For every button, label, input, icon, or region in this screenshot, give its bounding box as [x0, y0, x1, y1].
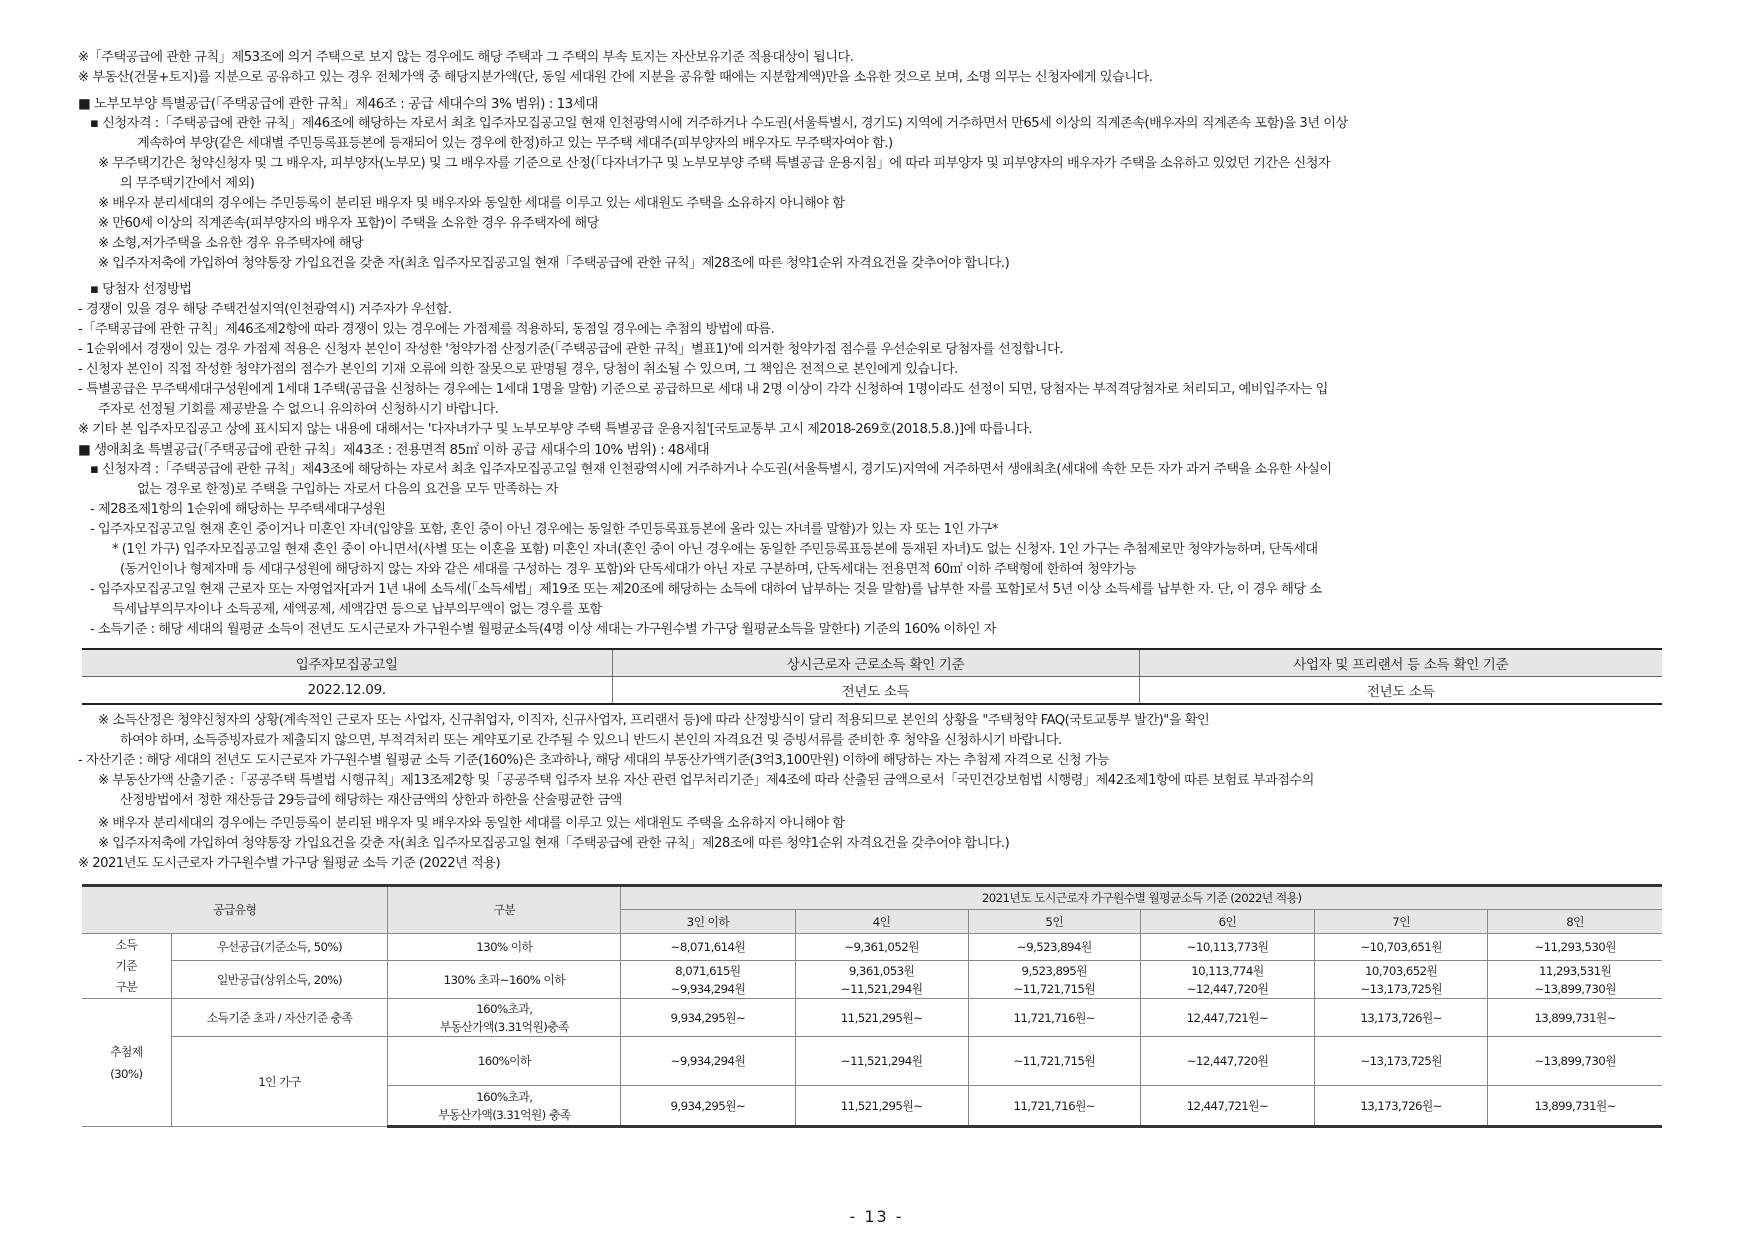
- table-header-cell: 사업자 및 프리랜서 등 소득 확인 기준: [1139, 649, 1662, 677]
- rule-line: 주자로 선정될 기회를 제공받을 수 없으니 유의하여 신청하시기 바랍니다.: [98, 402, 499, 417]
- table-cell: 11,721,716원~: [968, 1086, 1140, 1127]
- table-cell: 11,293,531원 ~13,899,730원: [1488, 961, 1662, 999]
- table-cell: 11,521,295원~: [795, 1086, 968, 1127]
- table-cell: 13,173,726원~: [1315, 999, 1488, 1037]
- requirement-line: - 소득기준 : 해당 세대의 월평균 소득이 전년도 도시근로자 가구원수별 월평균소득(4명 이상 세대는 가구원수별 가구당 월평균소득을 말한다) 기준의 160% 이하인 자: [90, 622, 996, 637]
- table-header-cell: 구분: [388, 886, 621, 934]
- table-cell: ~9,934,294원: [621, 1037, 795, 1086]
- note-line: ※ 입주자저축에 가입하여 청약통장 가입요건을 갖춘 자(최초 입주자모집공고일 현재「주택공급에 관한 규칙」제28조에 따른 청약1순위 자격요건을 갖추어야 합니다.): [98, 256, 1010, 271]
- table-header-cell: 상시근로자 근로소득 확인 기준: [612, 649, 1139, 677]
- table-caption: ※ 2021년도 도시근로자 가구원수별 가구당 월평균 소득 기준 (2022년 적용): [78, 856, 501, 871]
- table-row: [82, 961, 1662, 999]
- table-header-cell: 5인: [968, 910, 1140, 934]
- table-cell: 11,721,716원~: [968, 999, 1140, 1037]
- table-cell: ~8,071,614원: [621, 934, 795, 961]
- table-row: [82, 999, 1662, 1037]
- table-header-row: [82, 649, 1662, 677]
- table-cell: ~10,113,773원: [1140, 934, 1314, 961]
- income-check-table: [82, 648, 1662, 705]
- requirement-line: - 입주자모집공고일 현재 혼인 중이거나 미혼인 자녀(입양을 포함, 혼인 중이 아닌 경우에는 동일한 주민등록표등본에 올라 있는 자녀를 말함)가 있는 자 또는 1인 가구*: [90, 522, 998, 537]
- table-cell: ~11,293,530원: [1488, 934, 1662, 961]
- table-cell: ~11,721,715원: [968, 1037, 1140, 1086]
- note-line: ※ 소형,저가주택을 소유한 경우 유주택자에 해당: [98, 236, 364, 251]
- rule-line: - 1순위에서 경쟁이 있는 경우 가점제 적용은 신청자 본인이 작성한 '청약가점 산정기준(「주택공급에 관한 규칙」별표1)'에 의거한 청약가점 점수를 우선순위로 당첨자를 선정합니다.: [78, 342, 1063, 357]
- note-line: ※ 부동산가액 산출기준 :「공공주택 특별법 시행규칙」제13조제2항 및「공공주택 입주자 보유 자산 관련 업무처리기준」제4조에 따라 산출된 금액으로서「국민건강보험법 시행령」제42조제1항에 따른 보험료 부과점수의: [98, 773, 1314, 788]
- table-cell: ~10,703,651원: [1315, 934, 1488, 961]
- table-header-cell: 6인: [1140, 910, 1314, 934]
- subsection-heading-winner: ▪ 당첨자 선정방법: [90, 282, 192, 297]
- table-cell: 1인 가구: [171, 1037, 388, 1127]
- table-header-cell: 4인: [795, 910, 968, 934]
- note-line: ※ 부동산(건물+토지)를 지분으로 공유하고 있는 경우 전체가액 중 해당지분가액(단, 동일 세대원 간에 지분을 공유할 때에는 지분합계액)만을 소유한 것으로 보며, 소명 의무는 신청자에게 있습니다.: [78, 70, 1153, 85]
- qualification-line: ▪ 신청자격 :「주택공급에 관한 규칙」제43조에 해당하는 자로서 최초 입주자모집공고일 현재 인천광역시에 거주하거나 수도권(서울특별시, 경기도)지역에 거주하면서 생애최초(세대에 속한 모든 자가 과거 주택을 소유한 사실이: [90, 462, 1332, 477]
- table-cell: 130% 이하: [388, 934, 621, 961]
- table-cell: 전년도 소득: [612, 677, 1139, 705]
- section-heading-nobumo: ■ 노부모부양 특별공급(「주택공급에 관한 규칙」제46조 : 공급 세대수의 3% 범위) : 13세대: [78, 96, 598, 112]
- requirement-line: * (1인 가구) 입주자모집공고일 현재 혼인 중이 아니면서(사별 또는 이혼을 포함) 미혼인 자녀(혼인 중이 아닌 경우에는 동일한 주민등록표등본에 등재된 자녀)도 없는 신청자. 1인 가구는 추첨제로만 청약가능하며, 단독세대: [112, 542, 1318, 557]
- qualification-line: 없는 경우로 한정)로 주택을 구입하는 자로서 다음의 요건을 모두 만족하는 자: [137, 482, 558, 497]
- table-cell: ~9,523,894원: [968, 934, 1140, 961]
- rule-line: - 경쟁이 있을 경우 해당 주택건설지역(인천광역시) 거주자가 우선함.: [78, 302, 452, 317]
- table-cell: 9,523,895원 ~11,721,715원: [968, 961, 1140, 999]
- table-header-cell: 7인: [1315, 910, 1488, 934]
- note-line: 하여야 하며, 소득증빙자료가 제출되지 않으면, 부적격처리 또는 계약포기로 간주될 수 있으니 반드시 본인의 자격요건 및 증빙서류를 준비한 후 청약을 신청하시기 바랍니다.: [120, 733, 1062, 748]
- table-header-cell: 입주자모집공고일: [82, 649, 612, 677]
- table-cell: 13,173,726원~: [1315, 1086, 1488, 1127]
- table-cell: 일반공급(상위소득, 20%): [171, 961, 388, 999]
- requirement-line: (동거인이나 형제자매 등 세대구성원에 해당하지 않는 자와 같은 세대를 구성하는 경우 포함)와 단독세대가 아닌 자로 구분하며, 단독세대는 전용면적 60㎡ 이하 주택형에 한하여 청약가능: [120, 562, 1137, 577]
- table-cell: 160%초과, 부동산가액(3.31억원) 충족: [388, 1086, 621, 1127]
- note-line: ※ 소득산정은 청약신청자의 상황(계속적인 근로자 또는 사업자, 신규취업자, 이직자, 신규사업자, 프리랜서 등)에 따라 산정방식이 달리 적용되므로 본인의 상황을 "주택청약 FAQ(국토교통부 발간)"을 확인: [98, 713, 1210, 728]
- note-line: ※ 배우자 분리세대의 경우에는 주민등록이 분리된 배우자 및 배우자와 동일한 세대를 이루고 있는 세대원도 주택을 소유하지 아니해야 함: [98, 816, 845, 831]
- table-header-row: [82, 886, 1662, 910]
- table-row: [82, 934, 1662, 961]
- qualification-line: ▪ 신청자격 :「주택공급에 관한 규칙」제46조에 해당하는 자로서 최초 입주자모집공고일 현재 인천광역시에 거주하거나 수도권(서울특별시, 경기도) 지역에 거주하면서 만65세 이상의 직계존속(배우자의 직계존속 포함)을 3년 이상: [90, 116, 1348, 131]
- note-line: ※ 배우자 분리세대의 경우에는 주민등록이 분리된 배우자 및 배우자와 동일한 세대를 이루고 있는 세대원도 주택을 소유하지 아니해야 함: [98, 196, 845, 211]
- table-header-cell: 2021년도 도시근로자 가구원수별 월평균소득 기준 (2022년 적용): [621, 886, 1662, 910]
- rule-line: - 신청자 본인이 직접 작성한 청약가점의 점수가 본인의 기재 오류에 의한 잘못으로 판명될 경우, 당첨이 취소될 수 있으며, 그 책임은 전적으로 본인에게 있습니다.: [78, 362, 958, 377]
- note-line: 의 무주택기간에서 제외): [120, 176, 255, 191]
- qualification-line: 계속하여 부양(같은 세대별 주민등록표등본에 등재되어 있는 경우에 한정)하고 있는 무주택 세대주(피부양자의 배우자도 무주택자여야 함.): [137, 136, 893, 151]
- table-cell: 160%이하: [388, 1037, 621, 1086]
- table-cell: 우선공급(기준소득, 50%): [171, 934, 388, 961]
- table-cell: 9,934,295원~: [621, 1086, 795, 1127]
- rule-line: -「주택공급에 관한 규칙」제46조제2항에 따라 경쟁이 있는 경우에는 가점제를 적용하되, 동점일 경우에는 추첨의 방법에 따름.: [78, 322, 775, 337]
- criteria-line: - 자산기준 : 해당 세대의 전년도 도시근로자 가구원수별 월평균 소득 기준(160%)은 초과하나, 해당 세대의 부동산가액기준(3억3,100만원) 이하에 해당하는 자는 추첨제 자격으로 신청 가능: [78, 753, 1110, 768]
- table-cell: 8,071,615원 ~9,934,294원: [621, 961, 795, 999]
- table-cell: ~13,173,725원: [1315, 1037, 1488, 1086]
- table-header-cell: 8인: [1488, 910, 1662, 934]
- table-cell: 10,113,774원 ~12,447,720원: [1140, 961, 1314, 999]
- note-line: 산정방법에서 정한 재산등급 29등급에 해당하는 재산금액의 상한과 하한을 산술평균한 금액: [120, 793, 622, 808]
- table-cell: 전년도 소득: [1139, 677, 1662, 705]
- note-line: ※ 입주자저축에 가입하여 청약통장 가입요건을 갖춘 자(최초 입주자모집공고일 현재「주택공급에 관한 규칙」제28조에 따른 청약1순위 자격요건을 갖추어야 합니다.): [98, 836, 1010, 851]
- page-number: - 13 -: [849, 1207, 904, 1226]
- table-header-cell: 공급유형: [82, 886, 388, 934]
- requirement-line: - 제28조제1항의 1순위에 해당하는 무주택세대구성원: [90, 502, 386, 517]
- table-row: [82, 1037, 1662, 1086]
- table-cell: 11,521,295원~: [795, 999, 968, 1037]
- table-cell: 160%초과, 부동산가액(3.31억원)충족: [388, 999, 621, 1037]
- note-line: ※ 기타 본 입주자모집공고 상에 표시되지 않는 내용에 대해서는 '다자녀가구 및 노부모부양 주택 특별공급 운용지침'[국토교통부 고시 제2018-269호(2018.5.8.)]에 따릅니다.: [78, 422, 1033, 437]
- table-header-cell: 3인 이하: [621, 910, 795, 934]
- group-label: 추첨제 (30%): [82, 999, 171, 1127]
- table-cell: 10,703,652원 ~13,173,725원: [1315, 961, 1488, 999]
- group-label: 소득 기준 구분: [82, 934, 171, 999]
- table-cell: 2022.12.09.: [82, 677, 612, 705]
- section-heading-saengae: ■ 생애최초 특별공급(「주택공급에 관한 규칙」제43조 : 전용면적 85㎡ 이하 공급 세대수의 10% 범위) : 48세대: [78, 442, 710, 458]
- table-cell: 130% 초과~160% 이하: [388, 961, 621, 999]
- table-row: [82, 677, 1662, 705]
- table-cell: ~12,447,720원: [1140, 1037, 1314, 1086]
- table-cell: 13,899,731원~: [1488, 1086, 1662, 1127]
- table-cell: 소득기준 초과 / 자산기준 충족: [171, 999, 388, 1037]
- table-cell: 9,934,295원~: [621, 999, 795, 1037]
- requirement-line: - 입주자모집공고일 현재 근로자 또는 자영업자[과거 1년 내에 소득세(「소득세법」제19조 또는 제20조에 해당하는 소득에 대하여 납부하는 것을 말함)를 납부한 자를 포함]로서 5년 이상 소득세를 납부한 자. 단, 이 경우 해당 소: [90, 582, 1322, 597]
- note-line: ※ 만60세 이상의 직계존속(피부양자의 배우자 포함)이 주택을 소유한 경우 유주택자에 해당: [98, 216, 599, 231]
- requirement-line: 득세납부의무자이나 소득공제, 세액공제, 세액감면 등으로 납부의무액이 없는 경우를 포함: [112, 602, 602, 617]
- table-cell: 12,447,721원~: [1140, 999, 1314, 1037]
- document-page: [78, 48, 1686, 1128]
- rule-line: - 특별공급은 무주택세대구성원에게 1세대 1주택(공급을 신청하는 경우에는 1세대 1명을 말함) 기준으로 공급하므로 세대 내 2명 이상이 각각 신청하여 1명이라도 선정이 되면, 당첨자는 부적격당첨자로 처리되고, 예비입주자는 입: [78, 382, 1328, 397]
- table-cell: 12,447,721원~: [1140, 1086, 1314, 1127]
- table-cell: ~11,521,294원: [795, 1037, 968, 1086]
- table-cell: ~9,361,052원: [795, 934, 968, 961]
- note-line: ※ 무주택기간은 청약신청자 및 그 배우자, 피부양자(노부모) 및 그 배우자를 기준으로 산정(「다자녀가구 및 노부모부양 주택 특별공급 운용지침」에 따라 피부양자 및 피부양자의 배우자가 주택을 소유하고 있었던 기간은 신청자: [98, 156, 1331, 171]
- note-line: ※「주택공급에 관한 규칙」제53조에 의거 주택으로 보지 않는 경우에도 해당 주택과 그 주택의 부속 토지는 자산보유기준 적용대상이 됩니다.: [78, 50, 854, 65]
- table-cell: 13,899,731원~: [1488, 999, 1662, 1037]
- table-cell: ~13,899,730원: [1488, 1037, 1662, 1086]
- income-standard-table: [82, 884, 1662, 1128]
- table-cell: 9,361,053원 ~11,521,294원: [795, 961, 968, 999]
